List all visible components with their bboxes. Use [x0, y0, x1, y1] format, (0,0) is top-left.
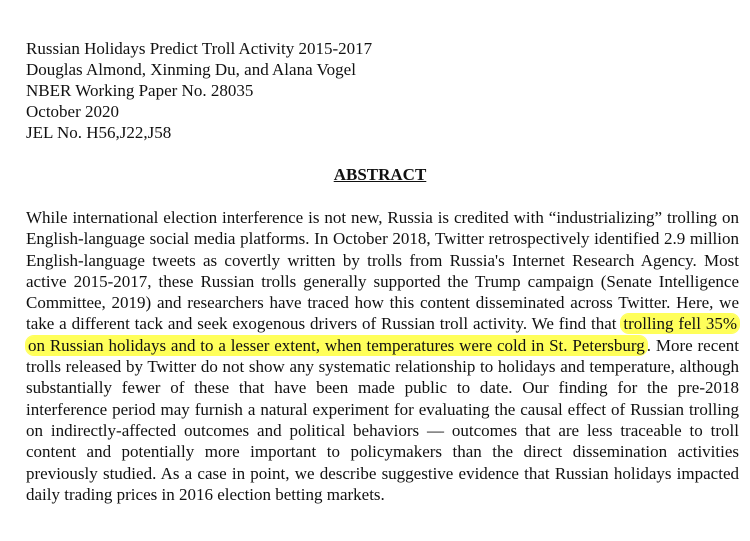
- paper-header: [26, 38, 726, 143]
- highlighted-finding: trolling fell 35% on Russian holidays and to a lesser extent, when temperatures were cold in St. Petersburg: [28, 314, 738, 355]
- abstract-text-before-highlight: While international election interference is not new, Russia is credited with “industrializing” trolling on English-language social media platforms. In October 2018, Twitter retrospectively identified 2.9 million English-language tweets as covertly written by trolls from Russia's Internet Research Agency. Most active 2015-2017, these Russian trolls generally supported the Trump campaign (Senate Intelligence Committee, 2019) and researchers have traced how this content disseminated across Twitter. Here, we take a different tack and seek exogenous drivers of Russian troll activity. We find that: [26, 208, 739, 334]
- working-paper-number: NBER Working Paper No. 28035: [26, 81, 254, 100]
- abstract-text-after-highlight: . More recent trolls released by Twitter do not show any systematic relationship to holidays and temperature, although substantially fewer of these that have been made public to date. Our finding for the pre-2018 interference period may furnish a natural experiment for evaluating the causal effect of Russian trolling on indirectly-affected outcomes and political behaviors — outcomes that are less traceable to troll content and potentially more important to policymakers than the direct dissemination activities previously studied. As a case in point, we describe suggestive evidence that Russian holidays impacted daily trading prices in 2016 election betting markets.: [26, 335, 740, 504]
- paper-date: October 2020: [26, 102, 120, 121]
- abstract-body: [26, 207, 739, 505]
- jel-codes: JEL No. H56,J22,J58: [26, 123, 172, 142]
- paper-title: Russian Holidays Predict Troll Activity 2015-2017: [26, 39, 373, 58]
- abstract-heading: ABSTRACT: [333, 165, 427, 184]
- paper-authors: Douglas Almond, Xinming Du, and Alana Vogel: [26, 60, 356, 79]
